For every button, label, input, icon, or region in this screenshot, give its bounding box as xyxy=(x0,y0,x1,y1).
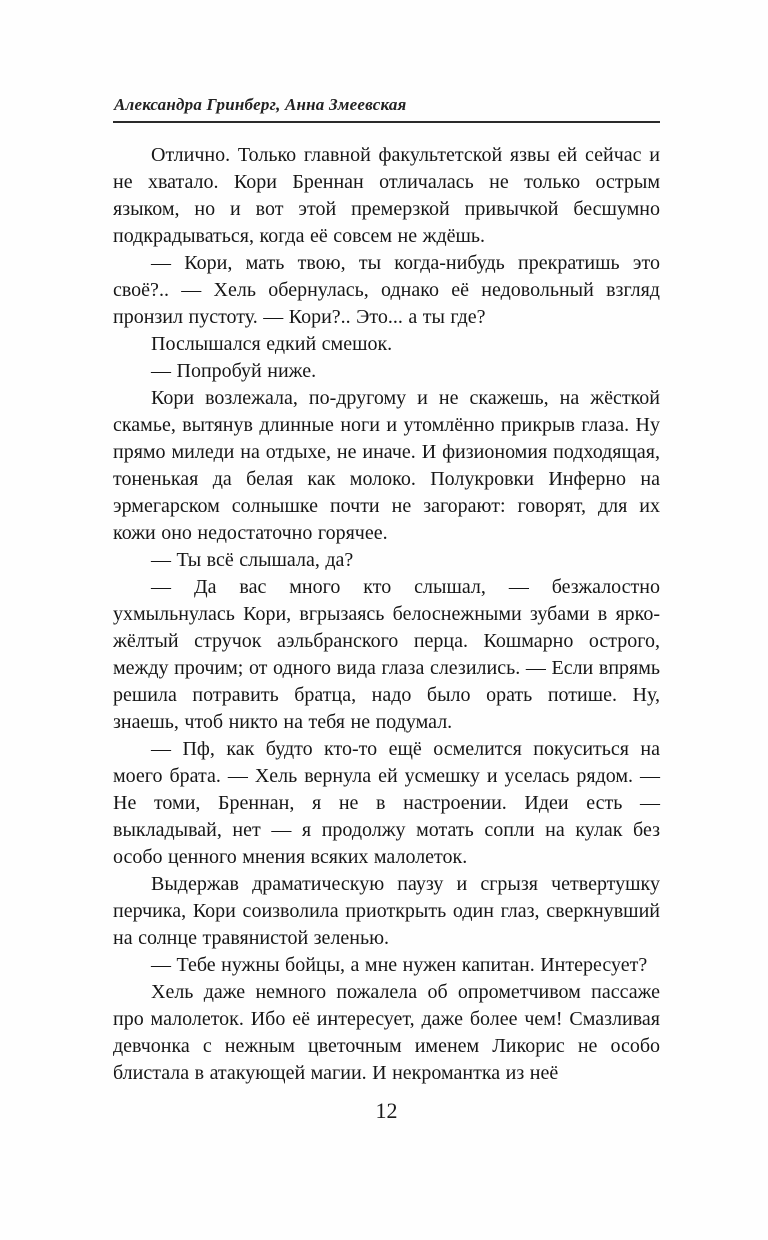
paragraph: — Попробуй ниже. xyxy=(151,360,317,382)
paragraph: — Кори, мать твою, ты когда-нибудь прекратишь это своё?.. — Хель обернулась, однако её недовольный взгляд пронзил пустоту. — Кори?.. Это... а ты где? xyxy=(113,252,660,328)
paragraph: — Да вас много кто слышал, — безжалостно ухмыльнулась Кори, вгрызаясь белоснежными зубами в ярко-жёлтый стручок аэльбранского перца. Кошмарно острого, между прочим; от одного вида глаза слезились. — Если впрямь решила потравить братца, надо было орать потише. Ну, знаешь, чтоб никто на тебя не подумал. xyxy=(113,576,660,733)
paragraph: Кори возлежала, по-другому и не скажешь, на жёсткой скамье, вытянув длинные ноги и утомлённо прикрыв глаза. Ну прямо миледи на отдыхе, не иначе. И физиономия подходящая, тоненькая да белая как молоко. Полукровки Инферно на эрмегарском солнышке почти не загорают: говорят, для их кожи оно недостаточно горячее. xyxy=(113,387,660,544)
page-number: 12 xyxy=(375,1098,398,1123)
paragraph: Хель даже немного пожалела об опрометчивом пассаже про малолеток. Ибо её интересует, даже более чем! Смазливая девчонка с нежным цветочным именем Ликорис не особо блистала в атакующей магии. И некромантка из неё xyxy=(113,981,660,1084)
paragraph: — Тебе нужны бойцы, а мне нужен капитан. Интересует? xyxy=(151,954,648,976)
paragraph: Выдержав драматическую паузу и сгрызя четвертушку перчика, Кори соизволила приоткрыть один глаз, сверкнувший на солнце травянистой зеленью. xyxy=(113,873,660,949)
paragraph: — Пф, как будто кто-то ещё осмелится покуситься на моего брата. — Хель вернула ей усмешку и уселась рядом. — Не томи, Бреннан, я не в настроении. Идеи есть — выкладывай, нет — я продолжу мотать сопли на кулак без особо ценного мнения всяких малолеток. xyxy=(113,738,660,868)
paragraph: — Ты всё слышала, да? xyxy=(151,549,354,571)
paragraph: Послышался едкий смешок. xyxy=(151,333,393,355)
header-rule xyxy=(113,121,660,123)
body-text xyxy=(113,142,660,1087)
running-head-authors: Александра Гринберг, Анна Змеевская xyxy=(114,95,407,114)
paragraph: Отлично. Только главной факультетской язвы ей сейчас и не хватало. Кори Бреннан отличалась не только острым языком, но и вот этой премерзкой привычкой бесшумно подкрадываться, когда её совсем не ждёшь. xyxy=(113,144,660,247)
